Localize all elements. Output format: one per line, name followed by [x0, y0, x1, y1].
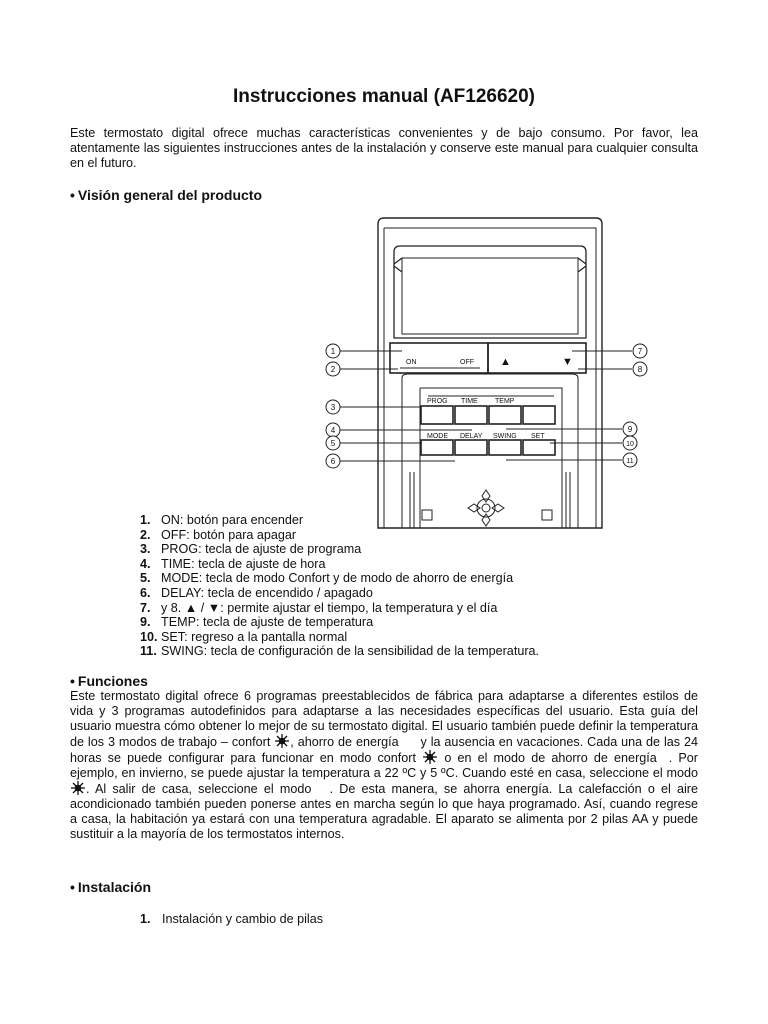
callout-10: [623, 436, 637, 450]
functions-paragraph: Este termostato digital ofrece 6 programas preestablecidos de fábrica para adaptarse a diferentes estilos de vida y 3 programas autodefinidos para adaptarse a las necesidades específicas del usuario. Esta guía del usuario muestra cómo obtener lo mejor de su termostato digital. El usuario también puede definir la temperatura de los 3 modos de trabajo – confort , ahorro de energía y la ausencia en vacaciones. Cada una de las 24 horas se puede configurar para funcionar en modo confort o en el modo de ahorro de energía . Por ejemplo, en invierno, se puede ajustar la temperatura a 22 ºC y 5 ºC. Cuando esté en casa, seleccione el modo. Al salir de casa, seleccione el modo . De esta manera, se ahorra energía. La calefacción o el aire acondicionado también pueden ponerse antes en marcha según lo que haya programado. Así, cuando regrese a casa, la habitación ya estará con una temperatura agradable. El aparato se alimenta por 2 pilas AA y puede sustituir a la mayoría de los termostatos internos.: [70, 689, 699, 841]
svg-text:5: 5: [330, 439, 336, 448]
svg-text:11: 11: [626, 458, 634, 465]
sun-icon: [422, 750, 438, 764]
list-item: 4. TIME: tecla de ajuste de hora: [140, 556, 326, 571]
callout-5: [326, 436, 340, 450]
sun-icon: [70, 781, 86, 795]
list-item: 7. y 8. ▲ / ▼: permite ajustar el tiempo, la temperatura y el día: [140, 600, 498, 615]
up-arrow-icon: ▲: [500, 356, 511, 368]
delay-key-label: DELAY: [460, 433, 483, 440]
svg-text:8: 8: [637, 365, 643, 374]
callout-4: [326, 423, 340, 437]
page-title: Instrucciones manual (AF126620): [233, 86, 535, 107]
thermostat-diagram: [310, 210, 655, 540]
button-legend-list: [140, 513, 539, 659]
list-item: 6. DELAY: tecla de encendido / apagado: [140, 585, 373, 600]
callout-9: [623, 422, 637, 436]
callout-11: [623, 453, 637, 467]
svg-text:4: 4: [330, 426, 336, 435]
moon-icon: [318, 781, 330, 795]
list-item: 2. OFF: botón para apagar: [140, 527, 297, 542]
svg-text:1: 1: [330, 347, 336, 356]
set-key-label: SET: [531, 433, 545, 440]
svg-text:7: 7: [637, 347, 643, 356]
list-item: 5. MODE: tecla de modo Confort y de modo de ahorro de energía: [140, 571, 514, 586]
svg-text:6: 6: [330, 457, 336, 466]
svg-text:3: 3: [330, 403, 336, 412]
list-item: 9. TEMP: tecla de ajuste de temperatura: [140, 615, 374, 630]
callout-1: [326, 344, 340, 358]
section-overview: [70, 187, 262, 203]
bullet: •: [70, 187, 75, 203]
down-arrow-icon: ▼: [562, 356, 573, 368]
sun-icon: [274, 734, 290, 748]
bullet: •: [70, 673, 75, 689]
prog-key-label: PROG: [427, 398, 448, 405]
svg-text:2: 2: [330, 365, 336, 374]
section-functions: [70, 673, 148, 689]
off-button-label: OFF: [460, 359, 474, 366]
list-item: 11. SWING: tecla de configuración de la sensibilidad de la temperatura.: [140, 644, 540, 659]
callout-3: [326, 400, 340, 414]
section-functions-title: Funciones: [77, 673, 148, 689]
intro-paragraph: Este termostato digital ofrece muchas características convenientes y de bajo consumo. Por favor, lea atentamente las siguientes instrucciones antes de la instalación y conserve este manual para cualquier consulta en el futuro.: [70, 126, 698, 171]
callout-7: [633, 344, 647, 358]
bullet: •: [70, 879, 75, 895]
temp-key-label: TEMP: [495, 398, 515, 405]
installation-list-item: 1. Instalación y cambio de pilas: [140, 912, 324, 926]
callout-6: [326, 454, 340, 468]
mode-key-label: MODE: [427, 433, 448, 440]
section-installation-title: Instalación: [77, 879, 152, 895]
svg-text:9: 9: [627, 425, 633, 434]
time-key-label: TIME: [461, 398, 478, 405]
section-overview-title: Visión general del producto: [77, 187, 263, 203]
on-button-label: ON: [406, 359, 417, 366]
swing-key-label: SWING: [493, 433, 517, 440]
section-installation: [70, 879, 151, 895]
moon-icon: [657, 750, 669, 764]
callout-2: [326, 362, 340, 376]
svg-text:10: 10: [626, 441, 634, 448]
list-item: 10. SET: regreso a la pantalla normal: [140, 629, 348, 644]
list-item: 1. ON: botón para encender: [140, 513, 304, 527]
callout-8: [633, 362, 647, 376]
moon-icon: [403, 734, 417, 748]
list-item: 3. PROG: tecla de ajuste de programa: [140, 542, 362, 557]
